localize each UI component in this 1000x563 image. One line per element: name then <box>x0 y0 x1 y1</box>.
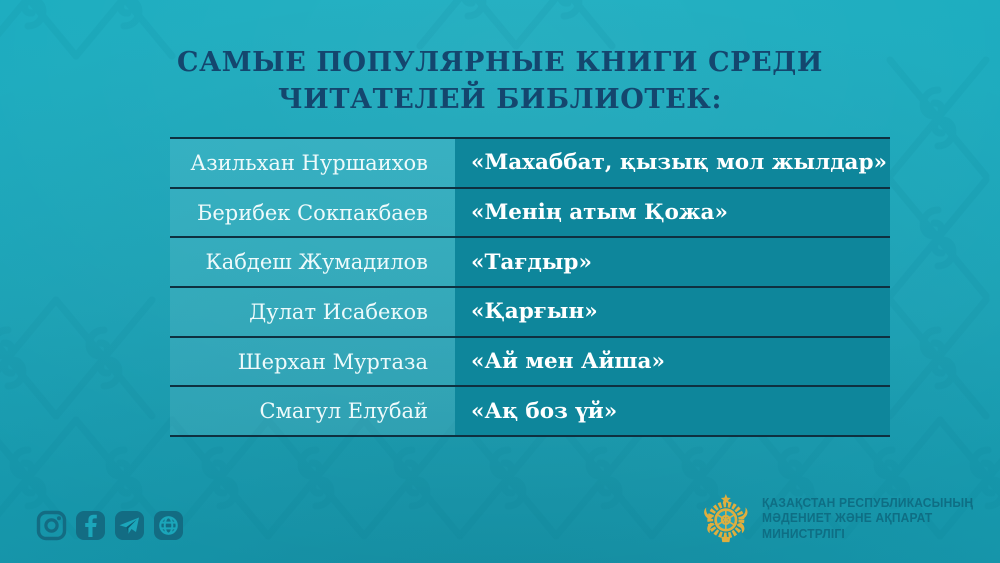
author-cell: Берибек Сокпакбаев <box>170 189 455 237</box>
page-title-line2: ЧИТАТЕЛЕЙ БИБЛИОТЕК: <box>277 84 723 115</box>
facebook-icon[interactable] <box>75 510 106 541</box>
kazakhstan-emblem-icon <box>700 489 752 549</box>
table-row <box>170 187 890 237</box>
author-cell: Смагул Елубай <box>170 387 455 435</box>
page-title <box>0 44 1000 118</box>
globe-icon[interactable] <box>153 510 184 541</box>
social-bar <box>36 510 184 541</box>
table-row <box>170 137 890 187</box>
book-cell: «Менің атым Қожа» <box>455 189 890 237</box>
book-cell: «Тағдыр» <box>455 238 890 286</box>
book-cell: «Ақ боз үй» <box>455 387 890 435</box>
books-table <box>170 137 890 437</box>
table-row <box>170 286 890 336</box>
ministry-name-line1: ҚАЗАҚСТАН РЕСПУБЛИКАСЫНЫҢ <box>761 495 973 510</box>
book-cell: «Махаббат, қызық мол жылдар» <box>455 139 890 187</box>
author-cell: Кабдеш Жумадилов <box>170 238 455 286</box>
ministry-block <box>700 489 1000 549</box>
table-row <box>170 236 890 286</box>
book-cell: «Ай мен Айша» <box>455 338 890 386</box>
telegram-icon[interactable] <box>114 510 145 541</box>
author-cell: Шерхан Муртаза <box>170 338 455 386</box>
ministry-name <box>762 496 991 543</box>
page-title-line1: САМЫЕ ПОПУЛЯРНЫЕ КНИГИ СРЕДИ <box>177 47 823 78</box>
book-cell: «Қарғын» <box>455 288 890 336</box>
table-row <box>170 385 890 437</box>
table-row <box>170 336 890 386</box>
author-cell: Азильхан Нуршаихов <box>170 139 455 187</box>
ministry-name-line2: МӘДЕНИЕТ ЖӘНЕ АҚПАРАТ МИНИСТРЛІГІ <box>761 511 933 541</box>
instagram-icon[interactable] <box>36 510 67 541</box>
author-cell: Дулат Исабеков <box>170 288 455 336</box>
